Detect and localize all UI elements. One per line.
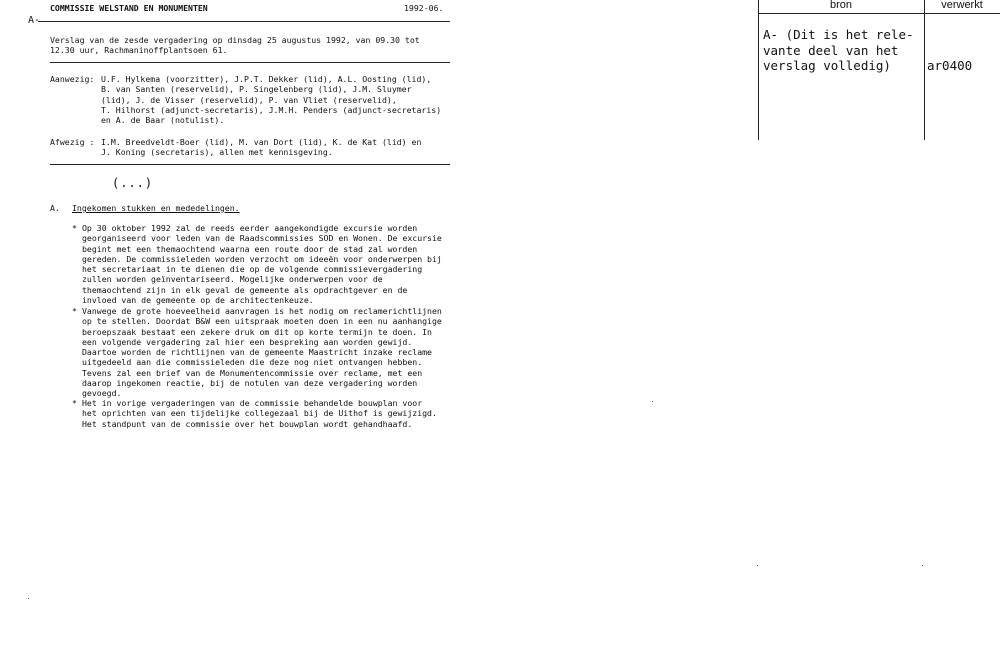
note-line: A- (Dit is het rele- (763, 27, 914, 42)
table-border-left (758, 0, 759, 140)
item-line: gevoegd. (82, 388, 122, 399)
meeting-rule (50, 62, 450, 63)
source-note (763, 27, 914, 74)
item-line: Daartoe worden de richtlijnen van de gemeente Maastricht inzake reclame (82, 347, 432, 358)
bullet: * (72, 306, 77, 316)
item-line: invloed van de gemeente op de architectenkeuze. (82, 295, 314, 306)
document-header-number: 1992-06. (404, 3, 444, 13)
header-rule (38, 21, 450, 22)
present-line: en A. de Baar (notulist). (101, 115, 225, 126)
item-line: daarop ingekomen reactie, bij de notulen van deze vergadering worden (82, 378, 418, 389)
item-line: gereden. De commissieleden worden verzocht om ideeën voor onderwerpen bij (82, 253, 442, 264)
item-line: Tevens zal een brief van de Monumentencommissie over reclame, met een (82, 367, 423, 378)
item-line: Het in vorige vergaderingen van de commissie behandelde bouwplan voor (82, 398, 423, 408)
margin-marker: A- (28, 15, 41, 26)
item-line: Op 30 oktober 1992 zal de reeds eerder aangekondigde excursie worden (82, 223, 418, 233)
item-line: begint met een themaochtend waarna een route door de stad zal worden (82, 243, 418, 254)
present-line: (lid), J. de Visser (reservelid), P. van Vliet (reservelid), (101, 94, 397, 105)
absent-line: J. Koning (secretaris), allen met kennisgeving. (101, 147, 333, 158)
present-line: U.F. Hylkema (voorzitter), J.P.T. Dekker (lid), A.L. Oosting (lid), (101, 74, 432, 84)
scan-speck (28, 598, 29, 599)
section-title: Ingekomen stukken en mededelingen. (72, 203, 240, 213)
item-line: themaochtend zijn in elk geval de gemeente als opdrachtgever en de (82, 284, 408, 295)
scan-speck (922, 565, 923, 566)
table-border-middle (924, 0, 925, 140)
item-line: zullen worden geïnventariseerd. Mogelijke onderwerpen voor de (82, 274, 383, 285)
present-line: T. Hilhorst (adjunct-secretaris), J.M.H. Penders (adjunct-secretaris) (101, 104, 442, 115)
bullet: * (72, 398, 77, 408)
list-item (82, 306, 442, 399)
bullet: * (72, 223, 77, 233)
meeting-line: Verslag van de zesde vergadering op dinsdag 25 augustus 1992, van 09.30 tot (50, 35, 420, 45)
omission-ellipsis: (...) (112, 176, 154, 190)
present-line: B. van Santen (reservelid), P. Singelenberg (lid), J.M. Sluymer (101, 84, 412, 95)
list-item (82, 398, 437, 429)
list-item (82, 223, 442, 305)
item-line: op te stellen. Doordat B&W een uitspraak moeten doen in een nu aanhangige (82, 316, 442, 327)
item-line: uitgedeeld aan die commissieleden die deze nog niet ontvangen hebben. (82, 357, 423, 368)
attendance-rule (50, 164, 450, 165)
note-line: verslag volledig) (763, 58, 891, 73)
scan-speck (757, 565, 758, 566)
item-line: Vanwege de grote hoeveelheid aanvragen is het nodig om reclamerichtlijnen (82, 306, 442, 316)
document-header-title: COMMISSIE WELSTAND EN MONUMENTEN (50, 3, 208, 13)
note-line: vante deel van het (763, 42, 899, 58)
item-line: beroepszaak bestaat een zekere druk om dit op korte termijn te doen. In (82, 326, 432, 337)
present-label: Aanwezig: (50, 74, 95, 84)
absent-line: I.M. Breedveldt-Boer (lid), M. van Dort (lid), K. de Kat (lid) en (101, 137, 422, 147)
table-header-rule (758, 13, 1000, 14)
item-line: het secretariaat in te dienen die op de volgende commissievergadering (82, 264, 423, 275)
item-line: Het standpunt van de commissie over het bouwplan wordt gehandhaafd. (82, 418, 413, 429)
absent-list (101, 137, 421, 158)
scan-speck (652, 401, 653, 402)
item-line: georganiseerd voor leden van de Raadscommissies SOD en Wonen. De excursie (82, 233, 442, 244)
processed-code: ar0400 (927, 58, 973, 73)
meeting-line: 12.30 uur, Rachmaninoffplantsoen 61. (50, 45, 228, 56)
absent-label: Afwezig : (50, 137, 95, 147)
section-letter: A. (50, 203, 60, 213)
present-list (101, 74, 441, 125)
column-header-verwerkt: verwerkt (941, 0, 983, 11)
item-line: een volgende vergadering zal hier een bespreking aan worden gewijd. (82, 336, 413, 347)
meeting-description (50, 35, 420, 56)
item-line: het oprichten van een tijdelijke collegezaal bij de Uithof is gewijzigd. (82, 408, 437, 419)
column-header-bron: bron (829, 0, 853, 11)
